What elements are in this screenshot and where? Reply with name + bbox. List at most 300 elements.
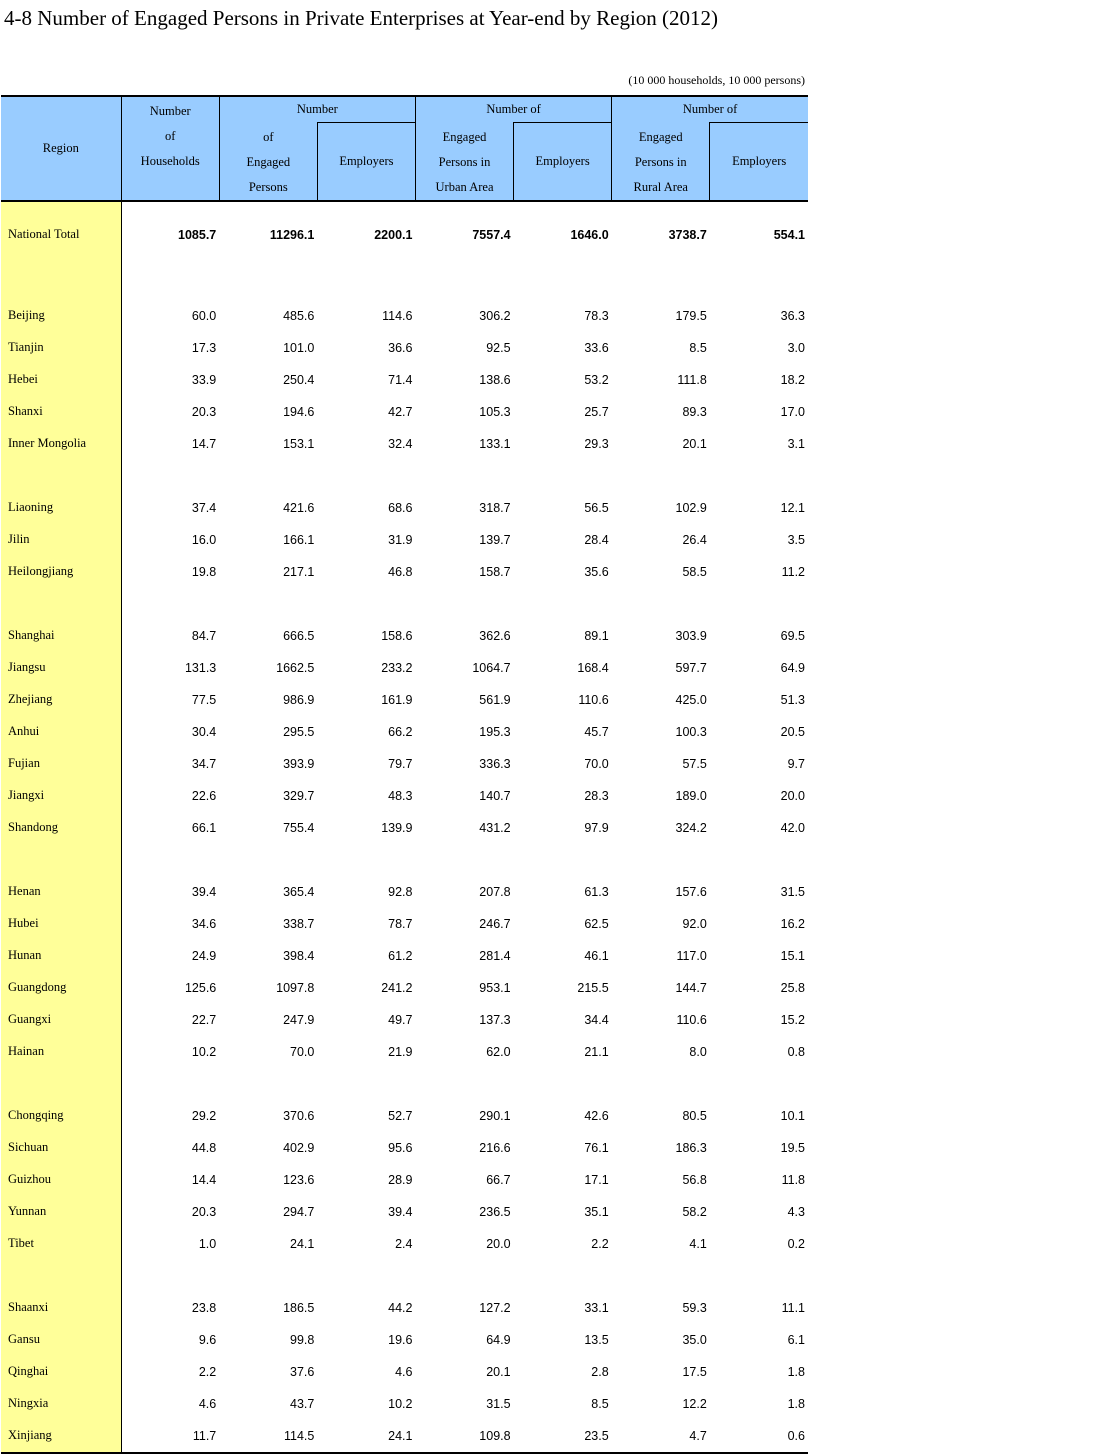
value-cell: 168.4	[577, 660, 609, 675]
value-cell: 52.7	[388, 1108, 413, 1123]
region-cell: Tibet	[1, 1228, 121, 1260]
value-cell: 23.8	[191, 1300, 217, 1315]
value-cell: 17.1	[584, 1172, 609, 1187]
value-cell: 236.5	[479, 1204, 511, 1219]
value-cell: 485.6	[283, 308, 315, 323]
region-cell: Xinjiang	[1, 1420, 121, 1453]
value-cell: 233.2	[381, 660, 413, 675]
table-row	[1, 332, 808, 364]
value-cell: 186.3	[675, 1140, 707, 1155]
value-cell: 101.0	[283, 340, 315, 355]
header-urban-top: Number of	[415, 96, 611, 123]
value-cell: 281.4	[479, 948, 511, 963]
value-cell: 3.0	[787, 340, 805, 355]
value-cell: 78.3	[584, 308, 609, 323]
value-cell: 20.0	[780, 788, 805, 803]
table-row	[1, 460, 808, 524]
value-cell: 138.6	[479, 372, 511, 387]
header-households	[121, 96, 219, 201]
value-cell: 70.0	[584, 756, 609, 771]
value-cell: 61.2	[388, 948, 413, 963]
value-cell: 123.6	[283, 1172, 315, 1187]
value-cell: 9.6	[198, 1332, 217, 1347]
value-cell: 1085.7	[178, 227, 217, 242]
value-cell: 158.7	[479, 564, 511, 579]
region-cell: Guizhou	[1, 1164, 121, 1196]
value-cell: 402.9	[283, 1140, 315, 1155]
value-cell: 51.3	[780, 692, 805, 707]
value-cell: 25.7	[584, 404, 609, 419]
value-cell: 42.0	[780, 820, 805, 835]
value-cell: 11.2	[781, 564, 805, 579]
value-cell: 60.0	[191, 308, 217, 323]
value-cell: 35.1	[584, 1204, 609, 1219]
value-cell: 58.2	[682, 1204, 707, 1219]
header-employers: Employers	[710, 123, 808, 201]
value-cell: 4.1	[689, 1236, 707, 1251]
region-cell: Beijing	[1, 268, 121, 332]
region-cell: Anhui	[1, 716, 121, 748]
value-cell: 35.6	[584, 564, 609, 579]
table-row	[1, 652, 808, 684]
value-cell: 158.6	[381, 628, 413, 643]
value-cell: 194.6	[283, 404, 315, 419]
value-cell: 179.5	[675, 308, 707, 323]
region-cell: Hunan	[1, 940, 121, 972]
header-rural-line: Persons in	[634, 154, 687, 169]
value-cell: 216.6	[479, 1140, 511, 1155]
value-cell: 755.4	[283, 820, 315, 835]
value-cell: 78.7	[388, 916, 413, 931]
value-cell: 246.7	[479, 916, 511, 931]
table-row	[1, 908, 808, 940]
region-cell: Gansu	[1, 1324, 121, 1356]
value-cell: 306.2	[479, 308, 511, 323]
value-cell: 8.0	[689, 1044, 707, 1059]
value-cell: 102.9	[675, 500, 707, 515]
table-row	[1, 364, 808, 396]
value-cell: 953.1	[479, 980, 511, 995]
value-cell: 294.7	[283, 1204, 315, 1219]
region-cell: Jilin	[1, 524, 121, 556]
value-cell: 6.1	[787, 1332, 805, 1347]
value-cell: 247.9	[283, 1012, 315, 1027]
value-cell: 105.3	[479, 404, 511, 419]
value-cell: 22.7	[191, 1012, 217, 1027]
value-cell: 35.0	[682, 1332, 707, 1347]
value-cell: 3738.7	[668, 227, 707, 242]
value-cell: 290.1	[479, 1108, 511, 1123]
value-cell: 189.0	[675, 788, 707, 803]
value-cell: 26.4	[682, 532, 707, 547]
header-engaged-top: Number	[219, 96, 415, 123]
value-cell: 44.8	[191, 1140, 217, 1155]
header-households-line: of	[164, 129, 176, 143]
region-cell: Guangxi	[1, 1004, 121, 1036]
value-cell: 2.8	[591, 1364, 609, 1379]
region-cell: Shanghai	[1, 588, 121, 652]
value-cell: 49.7	[388, 1012, 413, 1027]
region-cell: Hainan	[1, 1036, 121, 1068]
value-cell: 215.5	[577, 980, 609, 995]
value-cell: 109.8	[415, 1420, 513, 1453]
region-cell: Yunnan	[1, 1196, 121, 1228]
value-cell: 39.4	[388, 1204, 413, 1219]
value-cell: 125.6	[184, 980, 217, 995]
value-cell: 1097.8	[276, 980, 315, 995]
value-cell: 71.4	[388, 372, 413, 387]
value-cell: 22.6	[191, 788, 217, 803]
value-cell: 303.9	[675, 628, 707, 643]
value-cell: 1.0	[198, 1236, 217, 1251]
value-cell: 324.2	[675, 820, 707, 835]
value-cell: 15.1	[780, 948, 805, 963]
table-row	[1, 201, 808, 268]
value-cell: 4.6	[395, 1364, 413, 1379]
value-cell: 46.1	[584, 948, 609, 963]
value-cell: 28.9	[388, 1172, 413, 1187]
table-row	[1, 812, 808, 844]
value-cell: 42.7	[388, 404, 413, 419]
value-cell: 92.8	[388, 884, 413, 899]
value-cell: 10.2	[388, 1396, 413, 1411]
value-cell: 195.3	[479, 724, 511, 739]
value-cell: 33.1	[584, 1300, 609, 1315]
value-cell: 20.5	[780, 724, 805, 739]
value-cell: 12.1	[780, 500, 805, 515]
value-cell: 9.7	[787, 756, 805, 771]
value-cell: 20.3	[191, 1204, 217, 1219]
value-cell: 8.5	[591, 1396, 609, 1411]
table-row	[1, 1068, 808, 1132]
region-cell: Tianjin	[1, 332, 121, 364]
region-cell: Zhejiang	[1, 684, 121, 716]
value-cell: 11.1	[781, 1300, 805, 1315]
value-cell: 61.3	[584, 884, 609, 899]
value-cell: 16.2	[780, 916, 805, 931]
value-cell: 34.4	[584, 1012, 609, 1027]
value-cell: 24.1	[317, 1420, 415, 1453]
value-cell: 64.9	[486, 1332, 511, 1347]
value-cell: 20.3	[191, 404, 217, 419]
value-cell: 23.5	[514, 1420, 612, 1453]
value-cell: 39.4	[191, 884, 217, 899]
table-row	[1, 1036, 808, 1068]
value-cell: 33.6	[584, 340, 609, 355]
value-cell: 186.5	[283, 1300, 315, 1315]
value-cell: 20.0	[486, 1236, 511, 1251]
region-cell: Hubei	[1, 908, 121, 940]
value-cell: 554.1	[773, 227, 805, 242]
value-cell: 131.3	[184, 660, 217, 675]
header-rural-top: Number of	[612, 96, 808, 123]
value-cell: 139.9	[381, 820, 413, 835]
page-title: 4-8 Number of Engaged Persons in Private Enterprises at Year-end by Region (2012)	[4, 6, 719, 30]
value-cell: 117.0	[676, 948, 707, 963]
value-cell: 431.2	[479, 820, 511, 835]
value-cell: 53.2	[584, 372, 609, 387]
value-cell: 13.5	[584, 1332, 609, 1347]
region-cell: National Total	[1, 201, 121, 268]
value-cell: 393.9	[283, 756, 315, 771]
region-cell: Qinghai	[1, 1356, 121, 1388]
region-cell: Shaanxi	[1, 1260, 121, 1324]
value-cell: 137.3	[479, 1012, 511, 1027]
header-engaged	[219, 123, 317, 201]
value-cell: 99.8	[290, 1332, 315, 1347]
value-cell: 10.2	[191, 1044, 217, 1059]
value-cell: 217.1	[283, 564, 315, 579]
value-cell: 398.4	[283, 948, 315, 963]
table-row	[1, 1356, 808, 1388]
table-row	[1, 1420, 808, 1453]
value-cell: 250.4	[283, 372, 315, 387]
value-cell: 329.7	[283, 788, 315, 803]
value-cell: 57.5	[682, 756, 707, 771]
value-cell: 37.6	[290, 1364, 315, 1379]
header-engaged-line: Persons	[248, 179, 288, 194]
value-cell: 24.1	[290, 1236, 315, 1251]
value-cell: 362.6	[479, 628, 511, 643]
value-cell: 3.5	[787, 532, 805, 547]
value-cell: 28.3	[584, 788, 609, 803]
value-cell: 89.1	[584, 628, 609, 643]
value-cell: 46.8	[388, 564, 413, 579]
value-cell: 36.6	[388, 340, 413, 355]
value-cell: 92.0	[682, 916, 707, 931]
value-cell: 2.2	[198, 1364, 217, 1379]
value-cell: 986.9	[283, 692, 315, 707]
header-households-line: Households	[140, 154, 200, 168]
header-households-line: Number	[149, 104, 191, 118]
table-row	[1, 268, 808, 332]
table-row	[1, 780, 808, 812]
value-cell: 68.6	[388, 500, 413, 515]
value-cell: 92.5	[486, 340, 511, 355]
value-cell: 2.2	[591, 1236, 609, 1251]
region-cell: Jiangsu	[1, 652, 121, 684]
region-cell: Chongqing	[1, 1068, 121, 1132]
value-cell: 79.7	[388, 756, 413, 771]
value-cell: 114.5	[219, 1420, 317, 1453]
value-cell: 66.1	[191, 820, 217, 835]
table-row	[1, 524, 808, 556]
value-cell: 114.6	[382, 308, 413, 323]
value-cell: 66.7	[486, 1172, 511, 1187]
value-cell: 421.6	[283, 500, 315, 515]
region-cell: Jiangxi	[1, 780, 121, 812]
value-cell: 95.6	[388, 1140, 413, 1155]
value-cell: 80.5	[682, 1108, 707, 1123]
value-cell: 0.8	[787, 1044, 805, 1059]
value-cell: 37.4	[191, 500, 217, 515]
value-cell: 133.1	[479, 436, 511, 451]
value-cell: 31.5	[486, 1396, 511, 1411]
value-cell: 4.3	[787, 1204, 805, 1219]
value-cell: 56.8	[682, 1172, 707, 1187]
value-cell: 666.5	[283, 628, 315, 643]
header-urban-line: Persons in	[438, 154, 491, 169]
value-cell: 12.2	[682, 1396, 707, 1411]
value-cell: 365.4	[283, 884, 315, 899]
table-row	[1, 556, 808, 588]
value-cell: 8.5	[689, 340, 707, 355]
table-row	[1, 1388, 808, 1420]
region-cell: Fujian	[1, 748, 121, 780]
value-cell: 59.3	[682, 1300, 707, 1315]
region-cell: Heilongjiang	[1, 556, 121, 588]
value-cell: 0.6	[710, 1420, 808, 1453]
region-cell: Hebei	[1, 364, 121, 396]
value-cell: 1.8	[787, 1396, 805, 1411]
value-cell: 19.6	[388, 1332, 413, 1347]
value-cell: 127.2	[479, 1300, 511, 1315]
header-urban-line: Engaged	[442, 129, 487, 144]
data-table	[1, 95, 808, 1454]
value-cell: 10.1	[780, 1108, 805, 1123]
value-cell: 17.3	[191, 340, 217, 355]
value-cell: 166.1	[283, 532, 315, 547]
value-cell: 338.7	[283, 916, 315, 931]
region-cell: Inner Mongolia	[1, 428, 121, 460]
table-row	[1, 428, 808, 460]
value-cell: 19.8	[191, 564, 217, 579]
value-cell: 11.7	[121, 1420, 219, 1453]
value-cell: 89.3	[682, 404, 707, 419]
value-cell: 15.2	[780, 1012, 805, 1027]
value-cell: 21.1	[584, 1044, 609, 1059]
region-cell: Sichuan	[1, 1132, 121, 1164]
value-cell: 207.8	[479, 884, 511, 899]
table-row	[1, 1164, 808, 1196]
unit-note: (10 000 households, 10 000 persons)	[628, 73, 805, 87]
value-cell: 31.5	[780, 884, 805, 899]
region-cell: Shanxi	[1, 396, 121, 428]
header-engaged-line: Engaged	[246, 154, 291, 169]
value-cell: 111.8	[677, 372, 707, 387]
value-cell: 58.5	[682, 564, 707, 579]
region-cell: Ningxia	[1, 1388, 121, 1420]
value-cell: 69.5	[780, 628, 805, 643]
header-rural	[612, 123, 710, 201]
table-row	[1, 1228, 808, 1260]
value-cell: 34.7	[191, 756, 217, 771]
value-cell: 19.5	[780, 1140, 805, 1155]
table-row	[1, 844, 808, 908]
value-cell: 84.7	[191, 628, 217, 643]
value-cell: 28.4	[584, 532, 609, 547]
header-employers: Employers	[317, 123, 415, 201]
table-row	[1, 748, 808, 780]
header-region: Region	[1, 96, 121, 201]
value-cell: 29.3	[584, 436, 609, 451]
value-cell: 36.3	[780, 308, 805, 323]
value-cell: 48.3	[388, 788, 413, 803]
value-cell: 64.9	[780, 660, 805, 675]
table-row	[1, 1132, 808, 1164]
table-row	[1, 396, 808, 428]
value-cell: 56.5	[584, 500, 609, 515]
value-cell: 25.8	[780, 980, 805, 995]
value-cell: 11.8	[781, 1172, 805, 1187]
value-cell: 1064.7	[472, 660, 511, 675]
value-cell: 31.9	[388, 532, 413, 547]
value-cell: 100.3	[675, 724, 707, 739]
value-cell: 561.9	[479, 692, 511, 707]
table-row	[1, 1196, 808, 1228]
value-cell: 4.6	[198, 1396, 217, 1411]
value-cell: 7557.4	[472, 227, 511, 242]
value-cell: 1.8	[787, 1364, 805, 1379]
value-cell: 70.0	[290, 1044, 315, 1059]
value-cell: 33.9	[191, 372, 217, 387]
value-cell: 144.7	[675, 980, 707, 995]
value-cell: 97.9	[584, 820, 609, 835]
value-cell: 139.7	[479, 532, 511, 547]
table-body	[1, 201, 808, 1453]
value-cell: 17.0	[780, 404, 805, 419]
table-row	[1, 972, 808, 1004]
value-cell: 2200.1	[374, 227, 413, 242]
value-cell: 241.2	[381, 980, 413, 995]
header-urban	[415, 123, 513, 201]
table-row	[1, 588, 808, 652]
table-row	[1, 1004, 808, 1036]
table-row	[1, 684, 808, 716]
region-cell: Henan	[1, 844, 121, 908]
value-cell: 77.5	[191, 692, 217, 707]
value-cell: 295.5	[283, 724, 315, 739]
region-cell: Liaoning	[1, 460, 121, 524]
table-row	[1, 1324, 808, 1356]
value-cell: 17.5	[682, 1364, 707, 1379]
value-cell: 76.1	[584, 1140, 609, 1155]
value-cell: 370.6	[283, 1108, 315, 1123]
header-rural-line: Rural Area	[633, 179, 688, 194]
value-cell: 62.0	[486, 1044, 511, 1059]
region-cell: Shandong	[1, 812, 121, 844]
value-cell: 153.1	[283, 436, 315, 451]
table-row	[1, 716, 808, 748]
value-cell: 336.3	[479, 756, 511, 771]
table-row	[1, 940, 808, 972]
value-cell: 32.4	[388, 436, 413, 451]
value-cell: 18.2	[780, 372, 805, 387]
value-cell: 42.6	[584, 1108, 609, 1123]
value-cell: 597.7	[675, 660, 707, 675]
value-cell: 43.7	[290, 1396, 315, 1411]
value-cell: 45.7	[584, 724, 609, 739]
region-cell: Guangdong	[1, 972, 121, 1004]
value-cell: 110.6	[578, 692, 609, 707]
value-cell: 20.1	[682, 436, 707, 451]
value-cell: 157.6	[675, 884, 707, 899]
table-row	[1, 1260, 808, 1324]
value-cell: 30.4	[191, 724, 217, 739]
value-cell: 21.9	[388, 1044, 413, 1059]
value-cell: 110.6	[676, 1012, 707, 1027]
value-cell: 62.5	[584, 916, 609, 931]
value-cell: 2.4	[395, 1236, 413, 1251]
value-cell: 3.1	[787, 436, 805, 451]
header-rural-line: Engaged	[638, 129, 683, 144]
value-cell: 425.0	[675, 692, 707, 707]
value-cell: 1646.0	[570, 227, 609, 242]
value-cell: 29.2	[191, 1108, 217, 1123]
header-engaged-line: of	[263, 129, 274, 144]
value-cell: 24.9	[191, 948, 217, 963]
header-employers: Employers	[514, 123, 612, 201]
